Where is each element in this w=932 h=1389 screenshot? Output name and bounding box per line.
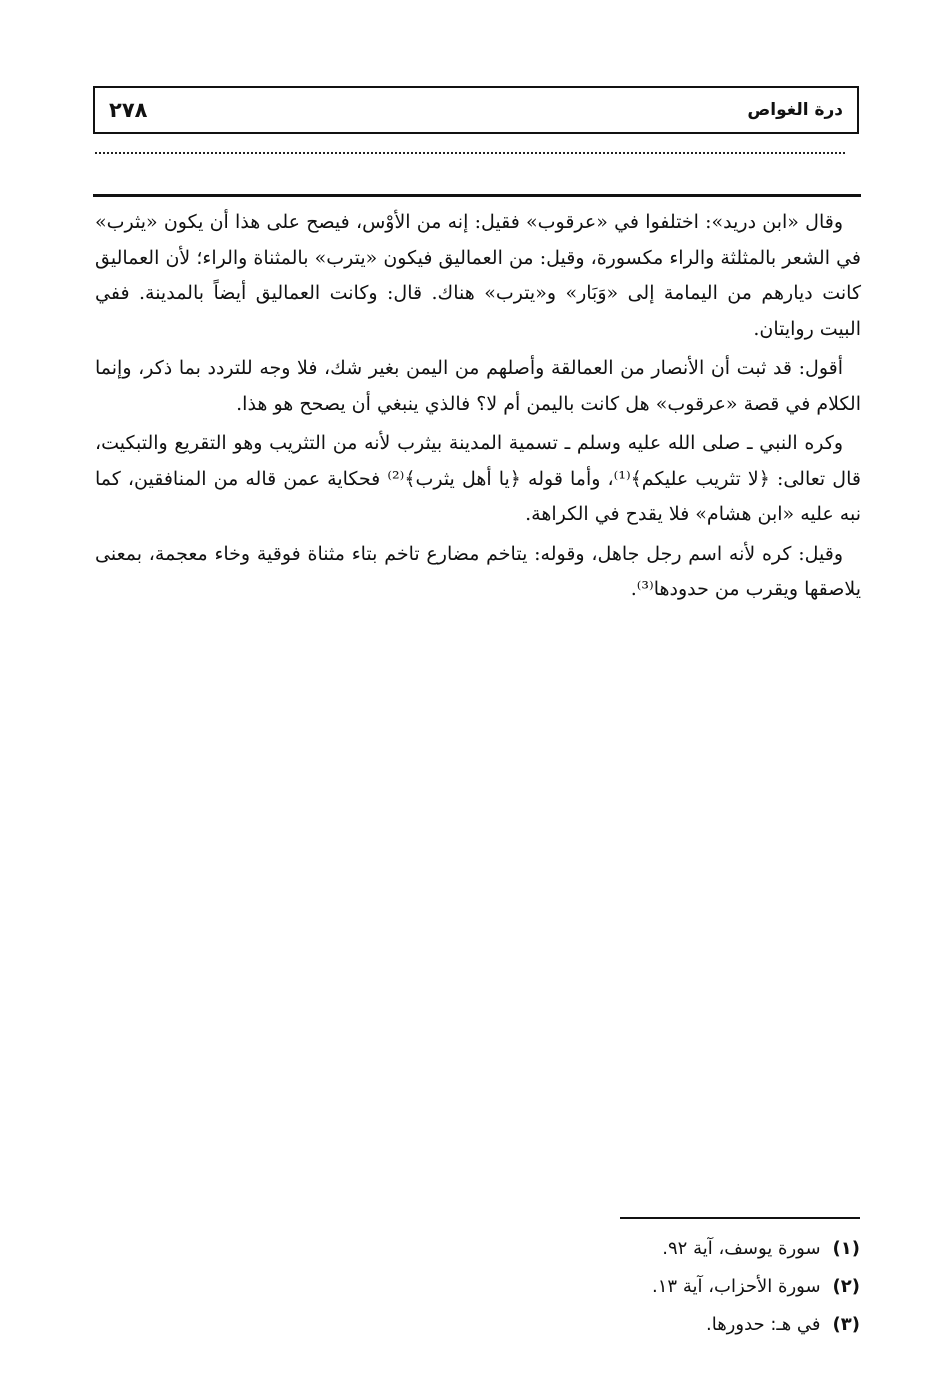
page-header <box>93 86 859 134</box>
footnote-separator <box>620 1217 860 1219</box>
footnote-number: (٣) <box>832 1314 860 1335</box>
footnote-text: في هـ: حدورها. <box>705 1314 821 1335</box>
footnote-number: (٢) <box>832 1276 860 1297</box>
footnote-item <box>652 1268 860 1306</box>
paragraph: وقال «ابن دريد»: اختلفوا في «عرقوب» فقيل: إنه من الأوْس، فيصح على هذا أن يكون «يثرب» في الشعر بالمثلثة والراء مكسورة، وقيل: من العماليق فيكون «يترب» بالمثناة والراء؛ لأن العماليق كانت ديارهم من اليمامة إلى «وَبَار» و«يترب» هناك. قال: وكانت العماليق أيضاً بالمدينة. ففي البيت روايتان. <box>95 211 861 340</box>
footnote-number: (١) <box>832 1238 860 1259</box>
paragraph: أقول: قد ثبت أن الأنصار من العمالقة وأصلهم من اليمن بغير شك، فلا وجه للتردد بما ذكر، وإنما الكلام في قصة «عرقوب» هل كانت باليمن أم لا؟ فالذي ينبغي أن يصحح هو هذا. <box>95 357 861 415</box>
footnote-item <box>652 1306 860 1344</box>
dotted-divider <box>95 152 845 154</box>
paragraph: وكره النبي ـ صلى الله عليه وسلم ـ تسمية المدينة بيثرب لأنه من التثريب وهو التقريع والتبكيت، قال تعالى: ﴿لا تثريب عليكم﴾⁽¹⁾، وأما قوله ﴿يا أهل يثرب﴾⁽²⁾ فحكاية عمن قاله من المنافقين، كما نبه عليه «ابن هشام» فلا يقدح في الكراهة. <box>95 432 861 525</box>
footnotes <box>652 1230 860 1344</box>
footnote-text: سورة الأحزاب، آية ١٣. <box>652 1276 821 1297</box>
footnote-text: سورة يوسف، آية ٩٢. <box>662 1238 821 1259</box>
footnote-item <box>652 1230 860 1268</box>
paragraph: وقيل: كره لأنه اسم رجل جاهل، وقوله: يتاخم مضارع تاخم بتاء مثناة فوقية وخاء معجمة، بمعنى يلاصقها ويقرب من حدودها⁽³⁾. <box>95 542 861 600</box>
main-text <box>95 205 861 612</box>
running-title: درة الغواص <box>747 100 843 120</box>
page-number: ٢٧٨ <box>109 98 148 122</box>
header-rule <box>93 194 861 197</box>
